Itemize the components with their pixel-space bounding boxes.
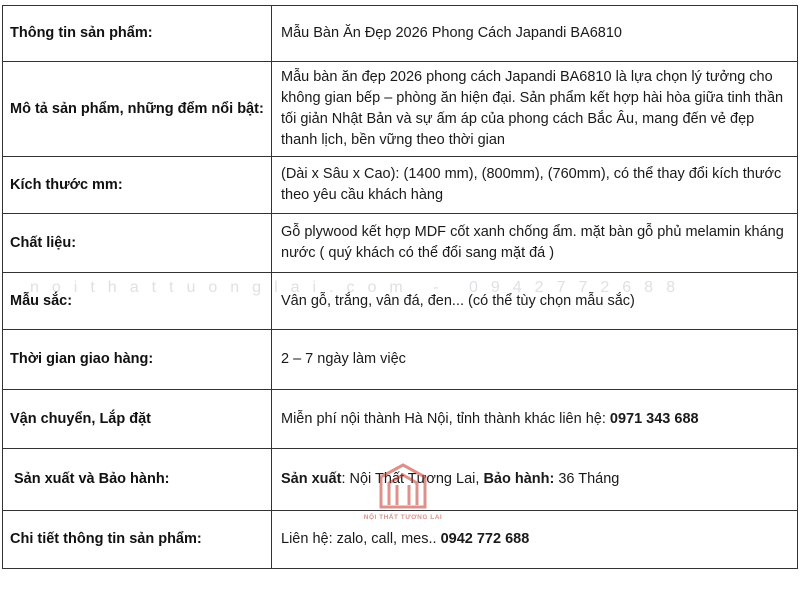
table-row (3, 511, 798, 569)
table-row (3, 62, 798, 157)
row-label: Mẫu sắc: (3, 273, 272, 330)
row-label: Chi tiết thông tin sản phẩm: (3, 511, 272, 569)
table-row (3, 6, 798, 62)
row-label: Thông tin sản phẩm: (3, 6, 272, 62)
manufacturer-value: : Nội Thất Tương Lai, (341, 471, 484, 487)
row-label: Thời gian giao hàng: (3, 330, 272, 390)
table-row (3, 449, 798, 511)
table-row (3, 214, 798, 273)
row-value: 2 – 7 ngày làm việc (272, 330, 798, 390)
logo-caption: NỘI THẤT TƯƠNG LAI (363, 514, 443, 521)
row-label: Kích thước mm: (3, 157, 272, 214)
row-value: Mẫu Bàn Ăn Đẹp 2026 Phong Cách Japandi BA6810 (272, 6, 798, 62)
shipping-phone: 0971 343 688 (609, 410, 699, 427)
row-label: Chất liệu: (3, 214, 272, 273)
shipping-text: Miễn phí nội thành Hà Nội, tỉnh thành khác liên hệ: (281, 410, 610, 427)
contact-phone: 0942 772 688 (440, 531, 530, 547)
row-value (272, 449, 798, 511)
table-row (3, 273, 798, 330)
row-value: Gỗ plywood kết hợp MDF cốt xanh chống ẩm. mặt bàn gỗ phủ melamin kháng nước ( quý khách có thể đổi sang mặt đá ) (272, 214, 798, 273)
contact-text: Liên hệ: zalo, call, mes.. (281, 531, 441, 547)
row-value: Mẫu bàn ăn đẹp 2026 phong cách Japandi BA6810 là lựa chọn lý tưởng cho không gian bếp – phòng ăn hiện đại. Sản phẩm kết hợp hài hòa giữa tinh thần tối giản Nhật Bản và sự ấm áp của phong cách Bắc Âu, mang đến vẻ đẹp thanh lịch, bền vững theo thời gian (272, 62, 798, 157)
table-row (3, 330, 798, 390)
row-value: Vân gỗ, trắng, vân đá, đen... (có thể tùy chọn mẫu sắc) (272, 273, 798, 330)
row-label: Sản xuất và Bảo hành: (3, 449, 272, 511)
manufacturer-label: Sản xuất (281, 471, 342, 487)
table-row (3, 157, 798, 214)
product-spec-table (2, 5, 798, 569)
row-value (272, 511, 798, 569)
warranty-label: Bảo hành: (483, 471, 555, 487)
table-row (3, 390, 798, 449)
watermark-text: noithattuonglai.com - 0942772688 (30, 279, 688, 296)
row-value (272, 390, 798, 449)
row-value: (Dài x Sâu x Cao): (1400 mm), (800mm), (760mm), có thể thay đổi kích thước theo yêu cầu khách hàng (272, 157, 798, 214)
row-label: Mô tả sản phẩm, những đểm nổi bật: (3, 62, 272, 157)
warranty-value: 36 Tháng (554, 471, 620, 487)
row-label: Vận chuyển, Lắp đặt (3, 390, 272, 449)
